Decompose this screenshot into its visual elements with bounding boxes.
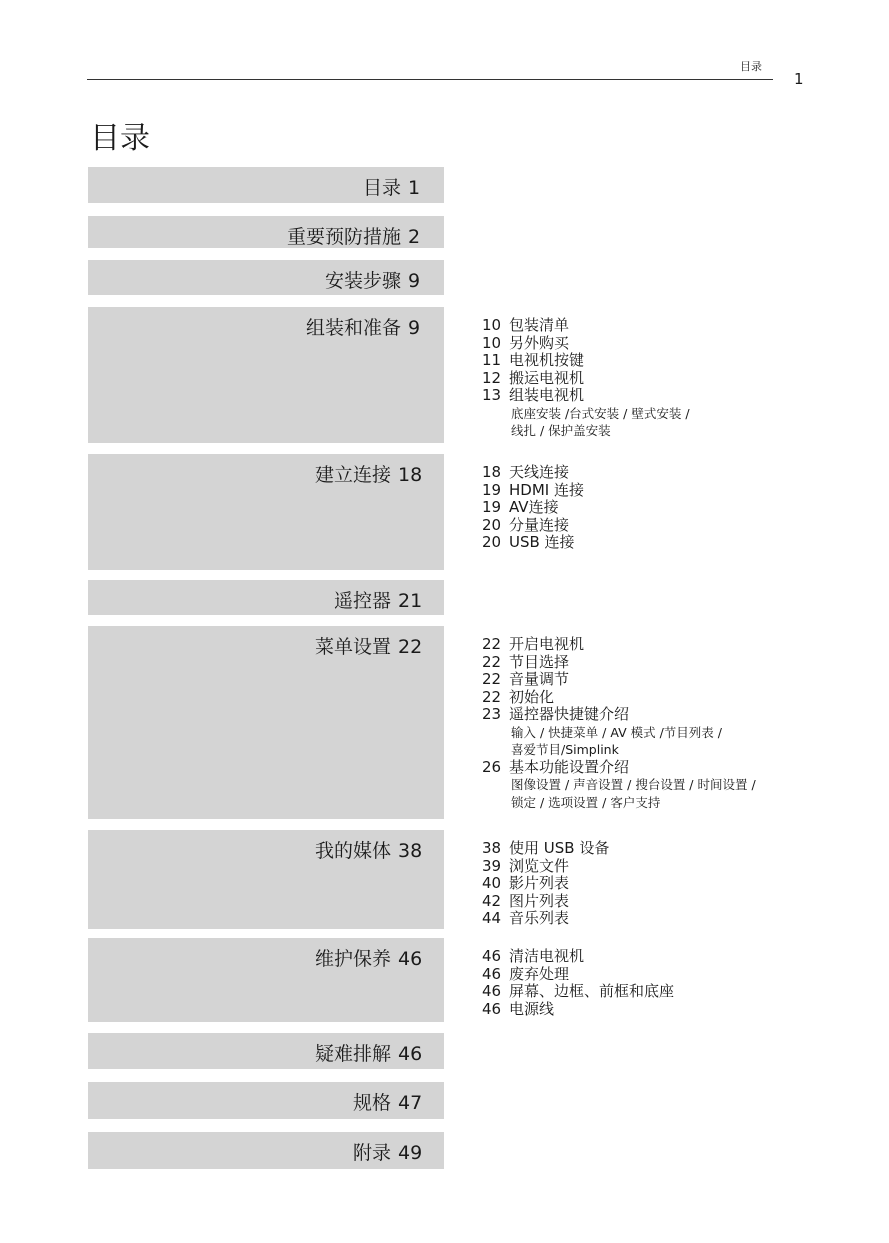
toc-subentry-list [482,317,690,440]
toc-section-title: 重要预防措施 [286,226,401,248]
toc-subentry-title: 初始化 [509,687,555,706]
toc-subentry-page: 10 [482,333,502,352]
toc-subentry-page: 11 [482,351,502,369]
toc-subentry-page: 46 [482,964,502,983]
toc-subentry-title: 屏幕、边框、前框和底座 [509,982,675,1000]
toc-section-title: 维护保养 [314,948,391,970]
toc-subentry-page: 22 [482,670,502,688]
toc-section-title: 我的媒体 [314,840,391,862]
toc-subentry-title: 清洁电视机 [509,947,585,965]
toc-subentry-title: 音量调节 [509,670,570,688]
toc-subentry-page: 22 [482,687,502,706]
toc-subentry-title: 使用 USB 设备 [509,839,610,857]
toc-section-page: 9 [408,317,421,339]
toc-subentry[interactable] [482,335,690,353]
toc-subentry-note: 底座安装 /台式安装 / 壁式安装 / [511,405,690,421]
toc-subentry-page: 19 [482,498,502,516]
toc-subentry-title: 废弃处理 [509,964,570,983]
toc-subentry-title: 电视机按键 [509,351,585,369]
toc-subentry-title: 分量连接 [509,515,570,534]
toc-section[interactable] [88,1082,444,1119]
toc-section-title: 附录 [352,1142,391,1164]
toc-subentry-title: 另外购买 [509,333,570,352]
toc-subentry[interactable] [482,464,584,482]
toc-subentry[interactable] [482,983,674,1001]
toc-subentry[interactable] [482,706,756,724]
toc-section[interactable] [88,938,444,1022]
toc-subentry-page: 42 [482,891,502,910]
toc-subentry-title: 浏览文件 [509,856,570,875]
toc-section-page: 38 [398,840,423,862]
toc-subentry[interactable] [482,858,609,876]
toc-section-title: 规格 [352,1092,391,1114]
toc-section-page: 49 [398,1142,423,1164]
running-header: 目录 [740,60,762,73]
toc-section-page: 47 [398,1092,423,1114]
toc-subentry-list [482,840,609,928]
toc-subentry[interactable] [482,966,674,984]
toc-subentry-page: 44 [482,909,502,927]
toc-subentry[interactable] [482,317,690,335]
toc-subentry-note: 喜爱节目/Simplink [511,742,619,757]
toc-subentry-list [482,464,584,552]
toc-section-title: 目录 [362,177,401,199]
toc-subentry-page: 22 [482,635,502,653]
toc-section-title: 遥控器 [333,590,391,612]
toc-section[interactable] [88,1033,444,1069]
toc-section[interactable] [88,260,444,295]
toc-section-page: 46 [398,948,423,970]
toc-section-title: 安装步骤 [324,270,401,292]
toc-subentry-title: 遥控器快捷键介绍 [509,705,630,723]
toc-subentry-page: 23 [482,705,502,723]
toc-subentry-title: 影片列表 [509,874,570,892]
toc-section[interactable] [88,454,444,570]
toc-subentry[interactable] [482,759,756,777]
toc-subentry[interactable] [482,482,584,500]
toc-section[interactable] [88,307,444,443]
toc-subentry-title: 图片列表 [509,891,570,910]
toc-subentry-list [482,948,674,1018]
toc-subentry[interactable] [482,948,674,966]
toc-subentry-note: 锁定 / 选项设置 / 客户支持 [511,794,661,810]
toc-subentry-title: 天线连接 [509,463,570,481]
toc-subentry-title: 开启电视机 [509,635,585,653]
toc-subentry-title: 基本功能设置介绍 [509,757,630,776]
page-number: 1 [794,70,804,88]
toc-subentry-title: HDMI 连接 [509,480,584,499]
toc-subentry-page: 10 [482,316,502,334]
toc-subentry-title: AV连接 [509,498,559,516]
header-rule [87,79,773,80]
toc-subentry[interactable] [482,910,609,928]
toc-subentry-note: 图像设置 / 声音设置 / 搜台设置 / 时间设置 / [511,777,756,792]
toc-subentry-title: 搬运电视机 [509,368,585,387]
toc-subentry-page: 13 [482,386,502,404]
toc-subentry[interactable] [482,840,609,858]
toc-subentry-page: 38 [482,839,502,857]
toc-subentry-page: 46 [482,947,502,965]
toc-section-page: 1 [408,177,421,199]
toc-section[interactable] [88,580,444,615]
toc-section-page: 46 [398,1043,423,1065]
toc-subentry-page: 20 [482,533,502,551]
toc-section[interactable] [88,167,444,203]
toc-subentry-page: 39 [482,856,502,875]
toc-subentry-page: 19 [482,480,502,499]
toc-subentry-title: 包装清单 [509,316,570,334]
toc-section-title: 组装和准备 [305,317,401,339]
toc-subentry-page: 46 [482,999,502,1018]
toc-subentry[interactable] [482,534,584,552]
toc-section[interactable] [88,830,444,929]
toc-subentry-title: 组装电视机 [509,386,585,404]
toc-subentry-page: 26 [482,757,502,776]
toc-subentry-list [482,636,756,811]
toc-section-page: 2 [408,226,421,248]
toc-subentry-page: 22 [482,652,502,671]
toc-subentry[interactable] [482,517,584,535]
toc-subentry-title: 节目选择 [509,652,570,671]
toc-subentry-title: 音乐列表 [509,909,570,927]
toc-section-title: 菜单设置 [314,636,391,658]
toc-subentry[interactable] [482,654,756,672]
toc-subentry-note: 线扎 / 保护盖安装 [511,423,611,438]
toc-subentry-page: 18 [482,463,502,481]
toc-section-page: 18 [398,464,423,486]
toc-subentry[interactable] [482,499,584,517]
toc-subentry[interactable] [482,370,690,388]
toc-subentry-title: USB 连接 [509,533,575,551]
toc-subentry-page: 20 [482,515,502,534]
toc-subentry[interactable] [482,636,756,654]
toc-subentry-page: 46 [482,982,502,1000]
toc-section-page: 22 [398,636,423,658]
toc-subentry[interactable] [482,352,690,370]
toc-subentry[interactable] [482,689,756,707]
toc-subentry-page: 40 [482,874,502,892]
toc-section-title: 疑难排解 [314,1043,391,1065]
toc-section[interactable] [88,626,444,819]
toc-subentry[interactable] [482,671,756,689]
toc-section-page: 21 [398,590,423,612]
toc-subentry-page: 12 [482,368,502,387]
toc-subentry[interactable] [482,875,609,893]
toc-subentry[interactable] [482,893,609,911]
toc-subentry-note: 输入 / 快捷菜单 / AV 模式 /节目列表 / [511,724,722,740]
toc-section-page: 9 [408,270,421,292]
toc-subentry[interactable] [482,1001,674,1019]
toc-subentry-title: 电源线 [509,999,555,1018]
toc-section[interactable] [88,1132,444,1169]
toc-section-title: 建立连接 [314,464,391,486]
toc-section[interactable] [88,216,444,248]
toc-subentry[interactable] [482,387,690,405]
page-title: 目录 [90,121,150,156]
